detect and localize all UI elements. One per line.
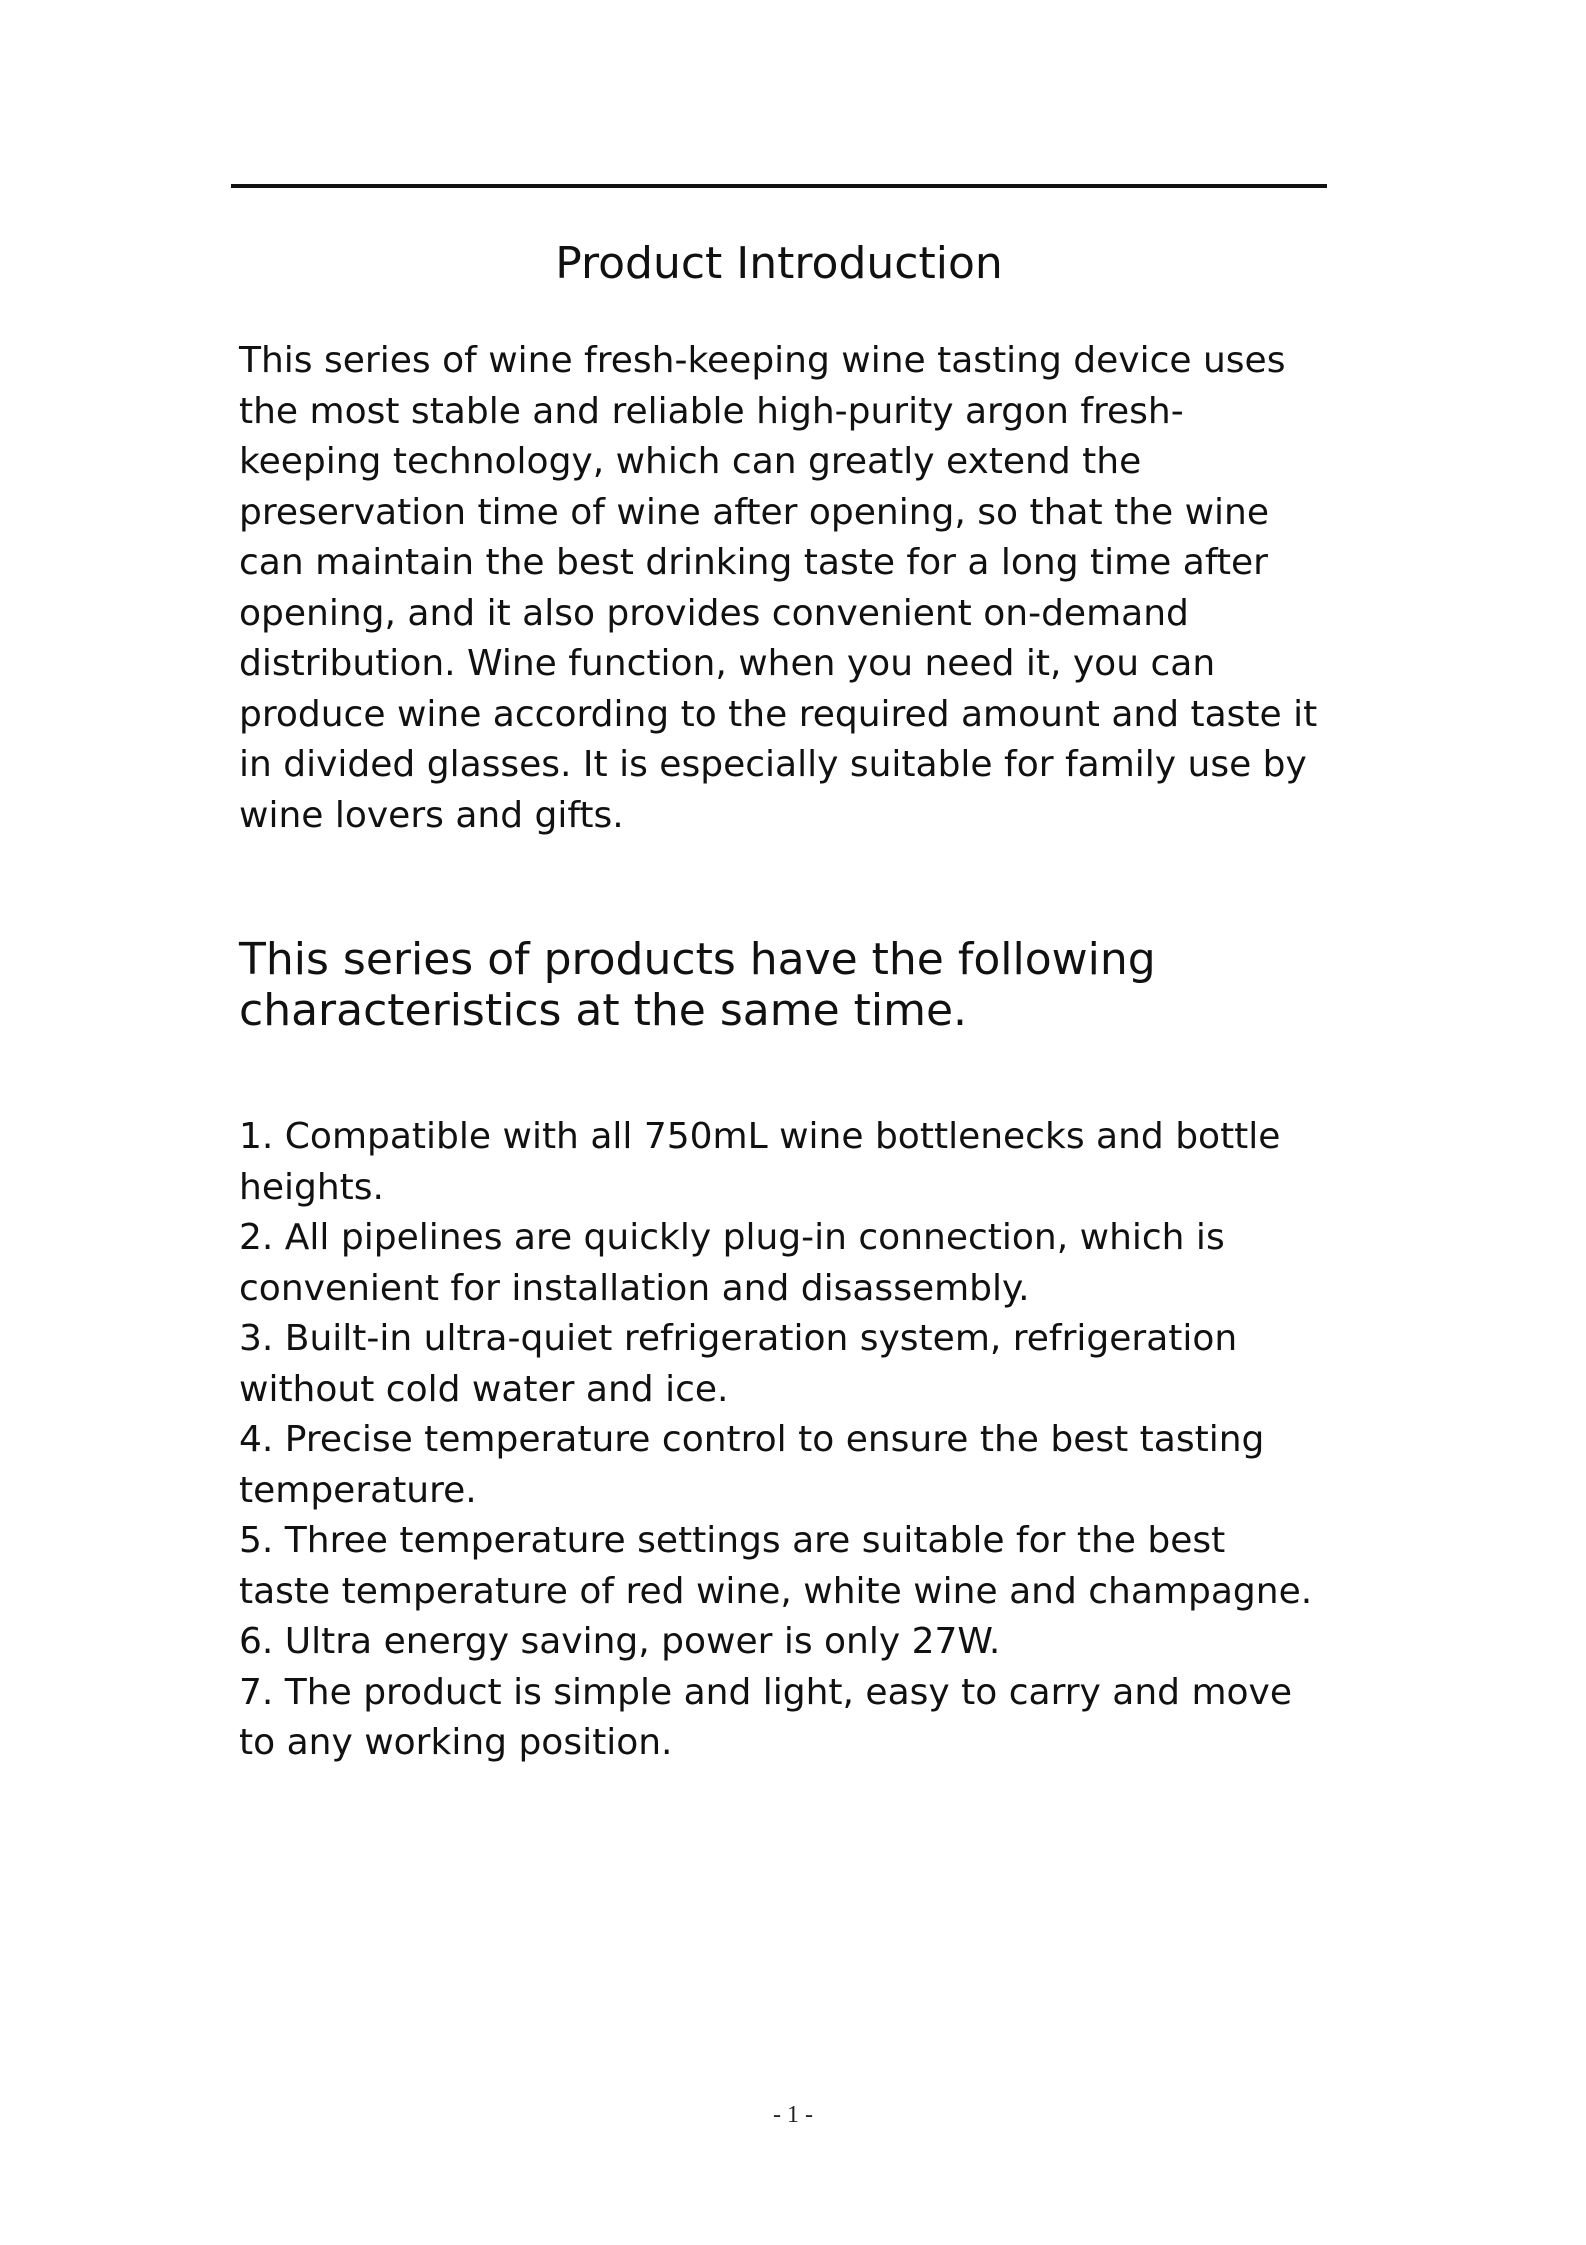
intro-paragraph: This series of wine fresh-keeping wine tasting device uses the most stable and reliable high-purity argon fresh-keeping technology, which can greatly extend the preservation time of wine after opening, so that the wine can maintain the best drinking taste for a long time after opening, and it also provides convenient on-demand distribution. Wine function, when you need it, you can produce wine according to the required amount and taste it in divided glasses. It is especially suitable for family use by wine lovers and gifts. — [239, 340, 1318, 836]
feature-item: 4. Precise temperature control to ensure the best tasting temperature. — [239, 1419, 1265, 1511]
feature-item: 2. All pipelines are quickly plug-in connection, which is convenient for installation and disassembly. — [239, 1217, 1225, 1309]
feature-item: 7. The product is simple and light, easy to carry and move to any working position. — [239, 1671, 1292, 1763]
feature-item: 6. Ultra energy saving, power is only 27W. — [239, 1621, 1001, 1662]
feature-item: 3. Built-in ultra-quiet refrigeration system, refrigeration without cold water and ice. — [239, 1318, 1238, 1410]
top-divider — [231, 184, 1327, 188]
feature-item: 5. Three temperature settings are suitable for the best taste temperature of red wine, white wine and champagne. — [239, 1520, 1313, 1612]
features-heading: This series of products have the following characteristics at the same time. — [239, 934, 1156, 1036]
feature-item: 1. Compatible with all 750mL wine bottlenecks and bottle heights. — [239, 1116, 1281, 1208]
page-number: - 1 - — [773, 2102, 813, 2128]
page-title: Product Introduction — [555, 238, 1003, 289]
features-list — [239, 1112, 1319, 1769]
